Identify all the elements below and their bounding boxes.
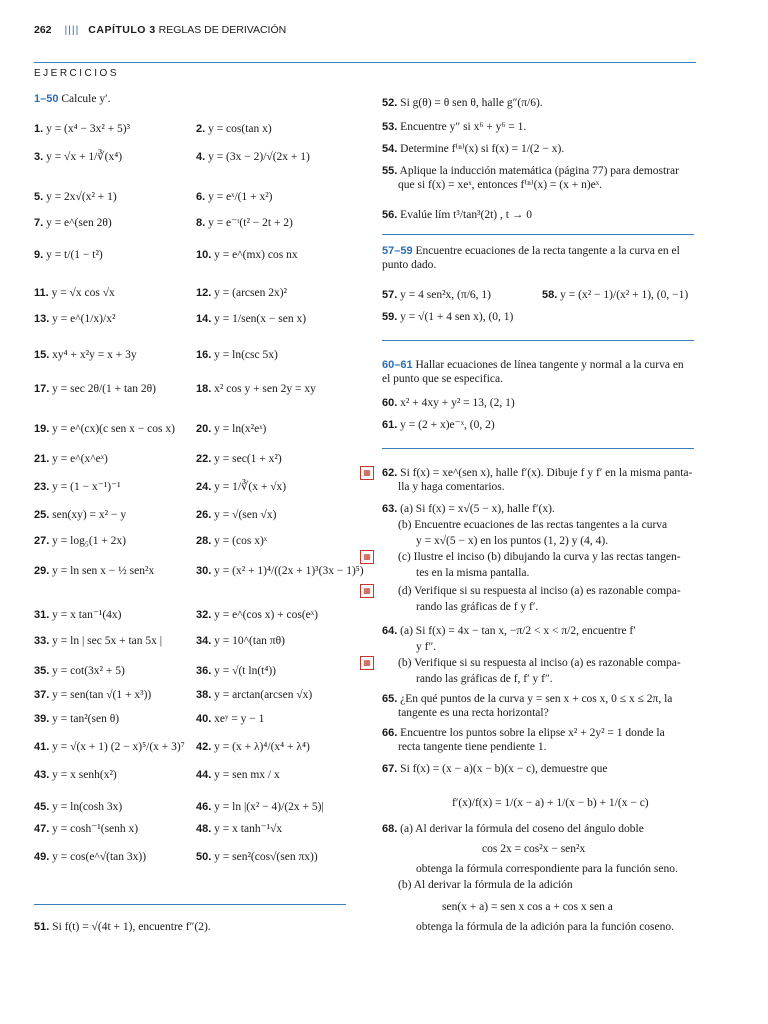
group-rule bbox=[382, 340, 694, 341]
graphing-calculator-icon: ▦ bbox=[360, 466, 374, 480]
graphing-calculator-icon: ▦ bbox=[360, 584, 374, 598]
exercise-number: 11. bbox=[34, 287, 49, 299]
exercise-number: 16. bbox=[196, 349, 212, 361]
exercise-51 bbox=[34, 920, 211, 934]
group-60-61-line2: el punto que se especifica. bbox=[382, 373, 504, 385]
exercise-68-a2: obtenga la fórmula correspondiente para la función seno. bbox=[416, 863, 678, 875]
exercise-24 bbox=[196, 480, 286, 494]
exercise-68-b: (b) Al derivar la fórmula de la adición bbox=[398, 879, 573, 891]
exercise-10 bbox=[196, 248, 298, 262]
exercise-37 bbox=[34, 688, 151, 702]
exercise-text: y = cosh⁻¹(senh x) bbox=[52, 823, 139, 835]
exercise-number: 28. bbox=[196, 535, 212, 547]
group-range: 60–61 bbox=[382, 359, 413, 371]
exercise-68-formula1: cos 2x = cos²x − sen²x bbox=[482, 843, 586, 855]
exercise-number: 64. bbox=[382, 625, 398, 637]
exercise-text: y = e^(cx)(c sen x − cos x) bbox=[52, 423, 175, 435]
exercise-number: 63. bbox=[382, 503, 398, 515]
exercise-63-b1: (b) Encuentre ecuaciones de las rectas tangentes a la curva bbox=[398, 519, 668, 531]
exercise-68 bbox=[382, 822, 644, 836]
exercise-55-line2: que si f(x) = xeˣ, entonces f⁽ⁿ⁾(x) = (x + n)eˣ. bbox=[398, 179, 602, 191]
exercise-text: Si f(x) = (x − a)(x − b)(x − c), demuestre que bbox=[400, 763, 608, 775]
exercise-number: 68. bbox=[382, 823, 398, 835]
exercise-16 bbox=[196, 348, 278, 362]
exercise-25 bbox=[34, 508, 126, 522]
exercise-32 bbox=[196, 608, 318, 622]
exercise-number: 33. bbox=[34, 635, 50, 647]
section-title: EJERCICIOS bbox=[34, 68, 120, 79]
exercise-29 bbox=[34, 564, 154, 578]
exercise-36 bbox=[196, 664, 276, 678]
exercise-text: y = (cos x)ˣ bbox=[214, 535, 268, 547]
part-a: (a) Si f(x) = 4x − tan x, −π/2 < x < π/2, encuentre f′ bbox=[400, 625, 636, 637]
exercise-63-d1: (d) Verifique si su respuesta al inciso (a) es razonable compa- bbox=[398, 585, 681, 597]
exercise-text: y = x tanh⁻¹√x bbox=[214, 823, 283, 835]
exercise-text: y = e⁻ᵗ(t² − 2t + 2) bbox=[208, 217, 293, 229]
exercise-text: y = 4 sen²x, (π/6, 1) bbox=[400, 289, 491, 301]
exercise-34 bbox=[196, 634, 285, 648]
exercise-text: y = 2x√(x² + 1) bbox=[46, 191, 117, 203]
exercise-text: xeʸ = y − 1 bbox=[214, 713, 265, 725]
exercise-number: 26. bbox=[196, 509, 212, 521]
exercise-number: 66. bbox=[382, 727, 398, 739]
exercise-number: 46. bbox=[196, 801, 212, 813]
exercise-3 bbox=[34, 150, 122, 164]
exercise-5 bbox=[34, 190, 117, 204]
exercise-text: y = cot(3x² + 5) bbox=[52, 665, 125, 677]
exercise-6 bbox=[196, 190, 273, 204]
exercise-text: y = log₅(1 + 2x) bbox=[52, 535, 127, 547]
exercise-number: 67. bbox=[382, 763, 398, 775]
exercise-18 bbox=[196, 382, 316, 396]
exercise-text: y = √(x + 1) (2 − x)⁵/(x + 3)⁷ bbox=[52, 741, 185, 753]
exercise-63 bbox=[382, 502, 555, 516]
exercise-17 bbox=[34, 382, 156, 396]
exercise-63-c1: (c) Ilustre el inciso (b) dibujando la curva y las rectas tangen- bbox=[398, 551, 681, 563]
exercise-8 bbox=[196, 216, 293, 230]
exercise-number: 25. bbox=[34, 509, 50, 521]
exercise-38 bbox=[196, 688, 312, 702]
right-column bbox=[363, 0, 702, 1024]
exercise-text: y = ln(cosh 3x) bbox=[52, 801, 123, 813]
exercise-text: y = √(t ln(t⁴)) bbox=[214, 665, 277, 677]
exercise-text: y = eˣ/(1 + x²) bbox=[208, 191, 273, 203]
exercise-text: y = (x⁴ − 3x² + 5)³ bbox=[46, 123, 131, 135]
exercise-39 bbox=[34, 712, 119, 726]
exercise-49 bbox=[34, 850, 146, 864]
group-57-59 bbox=[382, 244, 680, 258]
group-57-59-line2: punto dado. bbox=[382, 259, 437, 271]
exercise-46 bbox=[196, 800, 324, 814]
exercise-11 bbox=[34, 286, 115, 300]
group-text: Hallar ecuaciones de línea tangente y normal a la curva en bbox=[415, 359, 684, 371]
exercise-63-d2: rando las gráficas de f y f′. bbox=[416, 601, 539, 613]
exercise-55 bbox=[382, 164, 679, 178]
exercise-61 bbox=[382, 418, 495, 432]
graphing-calculator-icon: ▦ bbox=[360, 550, 374, 564]
exercise-text: y = (arcsen 2x)² bbox=[214, 287, 288, 299]
exercise-58 bbox=[542, 288, 688, 302]
exercise-number: 32. bbox=[196, 609, 212, 621]
exercise-62-line2: lla y haga comentarios. bbox=[398, 481, 505, 493]
exercise-63-c2: tes en la misma pantalla. bbox=[416, 567, 530, 579]
exercise-number: 14. bbox=[196, 313, 212, 325]
exercise-30 bbox=[196, 564, 364, 578]
exercise-number: 23. bbox=[34, 481, 50, 493]
exercise-text: y = √x cos √x bbox=[51, 287, 115, 299]
exercise-text: y = √(1 + 4 sen x), (0, 1) bbox=[400, 311, 514, 323]
exercise-62 bbox=[382, 466, 692, 480]
exercise-number: 34. bbox=[196, 635, 212, 647]
exercise-number: 65. bbox=[382, 693, 398, 705]
exercise-number: 47. bbox=[34, 823, 50, 835]
exercise-number: 36. bbox=[196, 665, 212, 677]
exercise-14 bbox=[196, 312, 306, 326]
exercise-number: 6. bbox=[196, 191, 206, 203]
exercise-text: y = e^(1/x)/x² bbox=[52, 313, 116, 325]
exercise-number: 39. bbox=[34, 713, 50, 725]
exercise-number: 31. bbox=[34, 609, 50, 621]
part-a: (a) Si f(x) = x√(5 − x), halle f′(x). bbox=[400, 503, 555, 515]
exercise-text: y = e^(x^eˣ) bbox=[52, 453, 108, 465]
exercise-text: y = arctan(arcsen √x) bbox=[214, 689, 313, 701]
exercise-number: 45. bbox=[34, 801, 50, 813]
exercise-50 bbox=[196, 850, 318, 864]
exercise-23 bbox=[34, 480, 121, 494]
exercise-text: y = (1 − x⁻¹)⁻¹ bbox=[52, 481, 121, 493]
exercise-text: ¿En qué puntos de la curva y = sen x + cos x, 0 ≤ x ≤ 2π, la bbox=[400, 693, 673, 705]
exercise-text: y = tan²(sen θ) bbox=[52, 713, 120, 725]
exercise-65-line2: tangente es una recta horizontal? bbox=[398, 707, 549, 719]
exercise-number: 27. bbox=[34, 535, 50, 547]
exercise-number: 5. bbox=[34, 191, 44, 203]
exercise-number: 56. bbox=[382, 209, 398, 221]
exercise-text: y = sen(tan √(1 + x³)) bbox=[52, 689, 152, 701]
exercise-number: 7. bbox=[34, 217, 44, 229]
exercise-number: 49. bbox=[34, 851, 50, 863]
exercise-number: 30. bbox=[196, 565, 212, 577]
exercise-number: 61. bbox=[382, 419, 398, 431]
exercise-number: 29. bbox=[34, 565, 50, 577]
exercise-text: Si g(θ) = θ sen θ, halle g″(π/6). bbox=[400, 97, 543, 109]
exercise-text: x² + 4xy + y² = 13, (2, 1) bbox=[400, 397, 515, 409]
exercise-64 bbox=[382, 624, 636, 638]
exercise-60 bbox=[382, 396, 515, 410]
exercise-28 bbox=[196, 534, 267, 548]
exercise-text: sen(xy) = x² − y bbox=[52, 509, 127, 521]
exercise-20 bbox=[196, 422, 266, 436]
exercise-41 bbox=[34, 740, 185, 754]
exercise-66-line2: recta tangente tiene pendiente 1. bbox=[398, 741, 547, 753]
exercise-number: 8. bbox=[196, 217, 206, 229]
chapter-title: REGLAS DE DERIVACIÓN bbox=[158, 24, 287, 36]
exercise-67-formula: f′(x)/f(x) = 1/(x − a) + 1/(x − b) + 1/(x − c) bbox=[452, 797, 649, 809]
exercise-number: 58. bbox=[542, 289, 558, 301]
exercise-number: 44. bbox=[196, 769, 212, 781]
exercise-52 bbox=[382, 96, 543, 110]
exercise-number: 57. bbox=[382, 289, 398, 301]
exercise-number: 21. bbox=[34, 453, 50, 465]
exercise-text: y = ln sen x − ½ sen²x bbox=[52, 565, 155, 577]
group-rule bbox=[382, 448, 694, 449]
exercise-text: x² cos y + sen 2y = xy bbox=[214, 383, 316, 395]
exercise-text: y = √(sen √x) bbox=[214, 509, 277, 521]
group-range: 57–59 bbox=[382, 245, 413, 257]
exercise-number: 41. bbox=[34, 741, 50, 753]
exercise-number: 12. bbox=[196, 287, 212, 299]
exercise-21 bbox=[34, 452, 108, 466]
exercise-40 bbox=[196, 712, 264, 726]
exercise-text: y = ln |(x² − 4)/(2x + 5)| bbox=[214, 801, 324, 813]
intro-range: 1–50 bbox=[34, 93, 59, 105]
exercise-number: 35. bbox=[34, 665, 50, 677]
exercise-text: Determine f⁽ⁿ⁾(x) si f(x) = 1/(2 − x). bbox=[400, 143, 565, 155]
exercise-number: 40. bbox=[196, 713, 212, 725]
exercise-31 bbox=[34, 608, 122, 622]
exercise-7 bbox=[34, 216, 112, 230]
exercise-22 bbox=[196, 452, 282, 466]
exercise-47 bbox=[34, 822, 138, 836]
exercise-53 bbox=[382, 120, 526, 134]
exercise-number: 55. bbox=[382, 165, 398, 177]
exercise-15 bbox=[34, 348, 137, 362]
exercise-text: Si f(t) = √(4t + 1), encuentre f″(2). bbox=[52, 921, 211, 933]
exercise-number: 43. bbox=[34, 769, 50, 781]
exercise-number: 24. bbox=[196, 481, 212, 493]
exercise-text: y = cos(e^√(tan 3x)) bbox=[52, 851, 147, 863]
exercise-56 bbox=[382, 208, 532, 222]
exercise-number: 19. bbox=[34, 423, 50, 435]
exercise-1 bbox=[34, 122, 130, 136]
exercise-text: y = sec(1 + x²) bbox=[214, 453, 282, 465]
page-number: 262 bbox=[34, 24, 52, 36]
exercise-number: 20. bbox=[196, 423, 212, 435]
exercise-text: y = sen²(cos√(sen πx)) bbox=[214, 851, 318, 863]
exercise-26 bbox=[196, 508, 276, 522]
exercise-text: y = (x + λ)⁴/(x⁴ + λ⁴) bbox=[214, 741, 310, 753]
exercise-number: 42. bbox=[196, 741, 212, 753]
exercise-text: Si f(x) = xe^(sen x), halle f′(x). Dibuje f y f′ en la misma panta- bbox=[400, 467, 693, 479]
exercise-42 bbox=[196, 740, 310, 754]
exercise-number: 1. bbox=[34, 123, 44, 135]
intro-text: Calcule y′. bbox=[61, 93, 111, 105]
exercise-68-b2: obtenga la fórmula de la adición para la función coseno. bbox=[416, 921, 675, 933]
exercise-text: Aplique la inducción matemática (página 77) para demostrar bbox=[399, 165, 679, 177]
exercise-text: y = ln | sec 5x + tan 5x | bbox=[52, 635, 163, 647]
exercise-number: 22. bbox=[196, 453, 212, 465]
exercise-33 bbox=[34, 634, 162, 648]
exercise-number: 4. bbox=[196, 151, 206, 163]
exercise-text: y = e^(mx) cos nx bbox=[214, 249, 298, 261]
left-column bbox=[34, 0, 364, 1024]
exercise-64-a2: y f″. bbox=[416, 641, 437, 653]
exercise-19 bbox=[34, 422, 175, 436]
header-bars: |||| bbox=[64, 24, 80, 36]
exercise-text: y = sen mx / x bbox=[214, 769, 280, 781]
exercise-text: y = (2 + x)e⁻ˣ, (0, 2) bbox=[400, 419, 495, 431]
exercise-number: 3. bbox=[34, 151, 44, 163]
exercise-number: 53. bbox=[382, 121, 398, 133]
exercise-text: y = √x + 1/∛(x⁴) bbox=[46, 151, 123, 163]
exercise-63-b2: y = x√(5 − x) en los puntos (1, 2) y (4, 4). bbox=[416, 535, 609, 547]
exercise-12 bbox=[196, 286, 287, 300]
exercise-number: 52. bbox=[382, 97, 398, 109]
exercise-44 bbox=[196, 768, 280, 782]
exercise-54 bbox=[382, 142, 564, 156]
exercise-4 bbox=[196, 150, 310, 164]
exercise-text: y = cos(tan x) bbox=[208, 123, 272, 135]
exercise-text: y = sec 2θ/(1 + tan 2θ) bbox=[52, 383, 156, 395]
exercise-9 bbox=[34, 248, 103, 262]
exercise-text: y = 10^(tan πθ) bbox=[214, 635, 285, 647]
exercise-number: 38. bbox=[196, 689, 212, 701]
chapter-label: CAPÍTULO 3 bbox=[88, 24, 156, 36]
exercise-number: 9. bbox=[34, 249, 44, 261]
exercise-13 bbox=[34, 312, 115, 326]
exercise-2 bbox=[196, 122, 272, 136]
exercise-number: 37. bbox=[34, 689, 50, 701]
exercise-number: 59. bbox=[382, 311, 398, 323]
exercise-text: y = x tan⁻¹(4x) bbox=[52, 609, 122, 621]
exercise-text: y = e^(cos x) + cos(eˣ) bbox=[214, 609, 318, 621]
exercise-number: 50. bbox=[196, 851, 212, 863]
exercise-64-b1: (b) Verifique si su respuesta al inciso (a) es razonable compa- bbox=[398, 657, 681, 669]
exercise-text: y = 1/∛(x + √x) bbox=[214, 481, 287, 493]
exercise-text: y = e^(sen 2θ) bbox=[46, 217, 112, 229]
exercise-text: y = ln(x²eˣ) bbox=[214, 423, 267, 435]
exercise-45 bbox=[34, 800, 122, 814]
exercise-number: 18. bbox=[196, 383, 212, 395]
part-a: (a) Al derivar la fórmula del coseno del ángulo doble bbox=[400, 823, 644, 835]
exercise-text: y = (3x − 2)/√(2x + 1) bbox=[208, 151, 310, 163]
exercise-number: 60. bbox=[382, 397, 398, 409]
exercise-number: 15. bbox=[34, 349, 50, 361]
intro bbox=[34, 92, 111, 106]
exercise-27 bbox=[34, 534, 126, 548]
exercise-number: 51. bbox=[34, 921, 50, 933]
exercise-text: y = (x² − 1)/(x² + 1), (0, −1) bbox=[560, 289, 689, 301]
exercise-text: y = t/(1 − t²) bbox=[46, 249, 103, 261]
exercise-43 bbox=[34, 768, 117, 782]
exercise-text: xy⁴ + x²y = x + 3y bbox=[52, 349, 137, 361]
group-text: Encuentre ecuaciones de la recta tangente a la curva en el bbox=[415, 245, 680, 257]
exercise-64-b2: rando las gráficas de f, f′ y f″. bbox=[416, 673, 553, 685]
group-rule bbox=[382, 234, 694, 235]
exercise-number: 17. bbox=[34, 383, 50, 395]
exercise-text: y = ln(csc 5x) bbox=[214, 349, 278, 361]
exercise-57 bbox=[382, 288, 491, 302]
exercise-number: 13. bbox=[34, 313, 50, 325]
exercise-number: 62. bbox=[382, 467, 398, 479]
exercise-59 bbox=[382, 310, 513, 324]
exercise-number: 48. bbox=[196, 823, 212, 835]
exercise-text: y = (x² + 1)⁴/((2x + 1)³(3x − 1)⁵) bbox=[214, 565, 364, 577]
exercise-68-formula2: sen(x + a) = sen x cos a + cos x sen a bbox=[442, 901, 613, 913]
exercise-number: 10. bbox=[196, 249, 212, 261]
left-bottom-rule bbox=[34, 904, 346, 905]
graphing-calculator-icon: ▦ bbox=[360, 656, 374, 670]
exercise-66 bbox=[382, 726, 665, 740]
exercise-text: Encuentre y″ si x⁶ + y⁶ = 1. bbox=[400, 121, 527, 133]
exercise-35 bbox=[34, 664, 125, 678]
group-60-61 bbox=[382, 358, 684, 372]
exercise-text: Evalúe lím t³/tan³(2t) , t → 0 bbox=[400, 209, 532, 221]
exercise-67 bbox=[382, 762, 608, 776]
exercise-number: 2. bbox=[196, 123, 206, 135]
exercise-text: y = x senh(x²) bbox=[52, 769, 117, 781]
exercise-65 bbox=[382, 692, 672, 706]
exercise-text: Encuentre los puntos sobre la elipse x² + 2y² = 1 donde la bbox=[400, 727, 665, 739]
exercise-48 bbox=[196, 822, 282, 836]
exercise-number: 54. bbox=[382, 143, 398, 155]
exercise-text: y = 1/sen(x − sen x) bbox=[214, 313, 307, 325]
